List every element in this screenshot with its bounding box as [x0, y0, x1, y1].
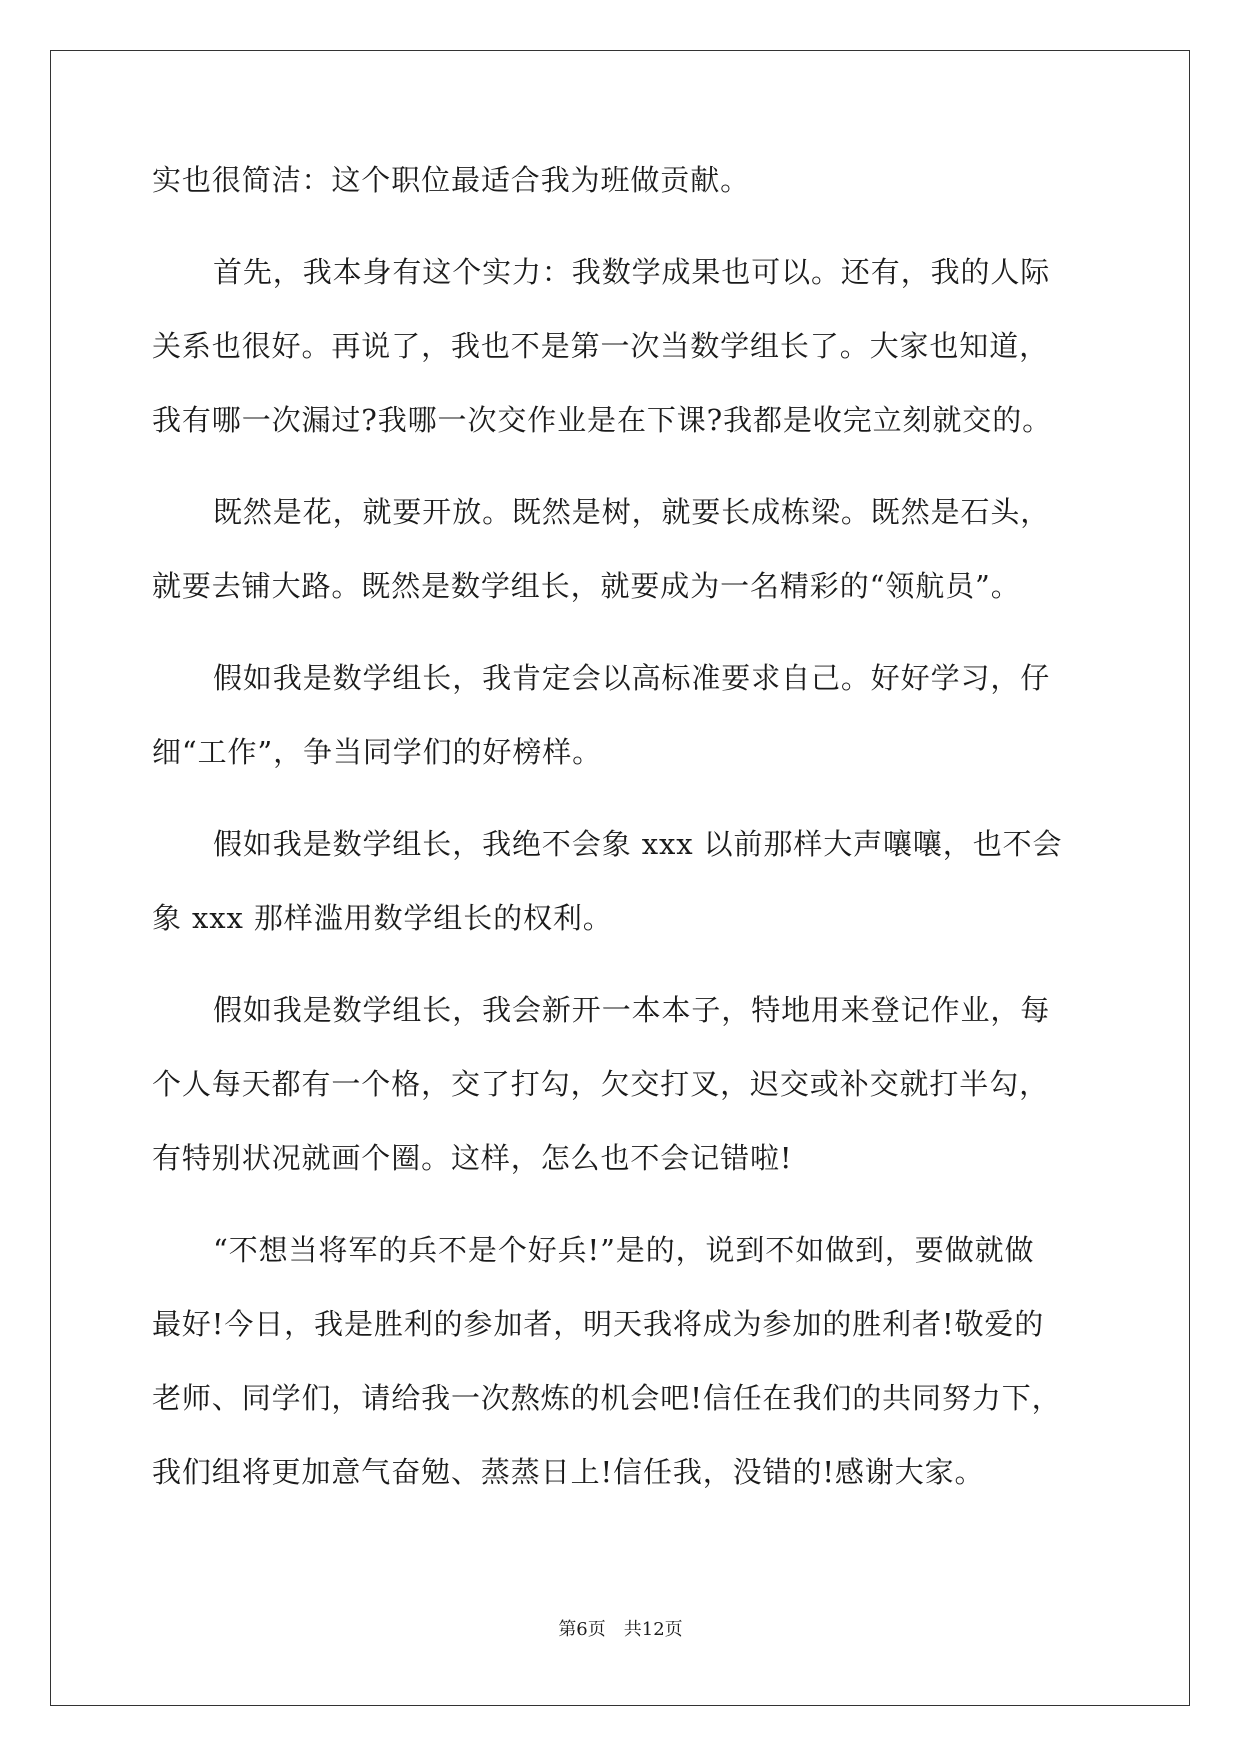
text-line: 个人每天都有一个格，交了打勾，欠交打叉，迟交或补交就打半勾，	[152, 1067, 1050, 1101]
page-total: 共12页	[623, 1619, 683, 1640]
text-line: 我们组将更加意气奋勉、蒸蒸日上!信任我，没错的!感谢大家。	[152, 1455, 985, 1489]
text-line: 首先，我本身有这个实力：我数学成果也可以。还有，我的人际	[213, 255, 1051, 289]
text-line: 最好!今日，我是胜利的参加者，明天我将成为参加的胜利者!敬爱的	[152, 1307, 1045, 1341]
text-line: 假如我是数学组长，我肯定会以高标准要求自己。好好学习，仔	[213, 661, 1051, 695]
text-line: 实也很简洁：这个职位最适合我为班做贡献。	[152, 163, 751, 197]
page-number: 第6页	[558, 1619, 606, 1640]
text-line: 假如我是数学组长，我会新开一本本子，特地用来登记作业，每	[213, 993, 1051, 1027]
text-line: 我有哪一次漏过?我哪一次交作业是在下课?我都是收完立刻就交的。	[152, 403, 1052, 437]
text-line: 既然是花，就要开放。既然是树，就要长成栋梁。既然是石头，	[213, 495, 1051, 529]
text-line: 有特别状况就画个圈。这样，怎么也不会记错啦!	[152, 1141, 793, 1175]
text-line: 假如我是数学组长，我绝不会象 xxx 以前那样大声嚷嚷，也不会	[213, 827, 1063, 861]
text-line: 细“工作”，争当同学们的好榜样。	[152, 735, 603, 769]
text-line: “不想当将军的兵不是个好兵!”是的，说到不如做到，要做就做	[213, 1233, 1035, 1267]
page-footer	[0, 1618, 1241, 1642]
text-line: 关系也很好。再说了，我也不是第一次当数学组长了。大家也知道，	[152, 329, 1050, 363]
text-line: 老师、同学们，请给我一次熬炼的机会吧!信任在我们的共同努力下，	[152, 1381, 1062, 1415]
text-line: 象 xxx 那样滥用数学组长的权利。	[152, 901, 613, 935]
text-line: 就要去铺大路。既然是数学组长，就要成为一名精彩的“领航员”。	[152, 569, 1021, 603]
